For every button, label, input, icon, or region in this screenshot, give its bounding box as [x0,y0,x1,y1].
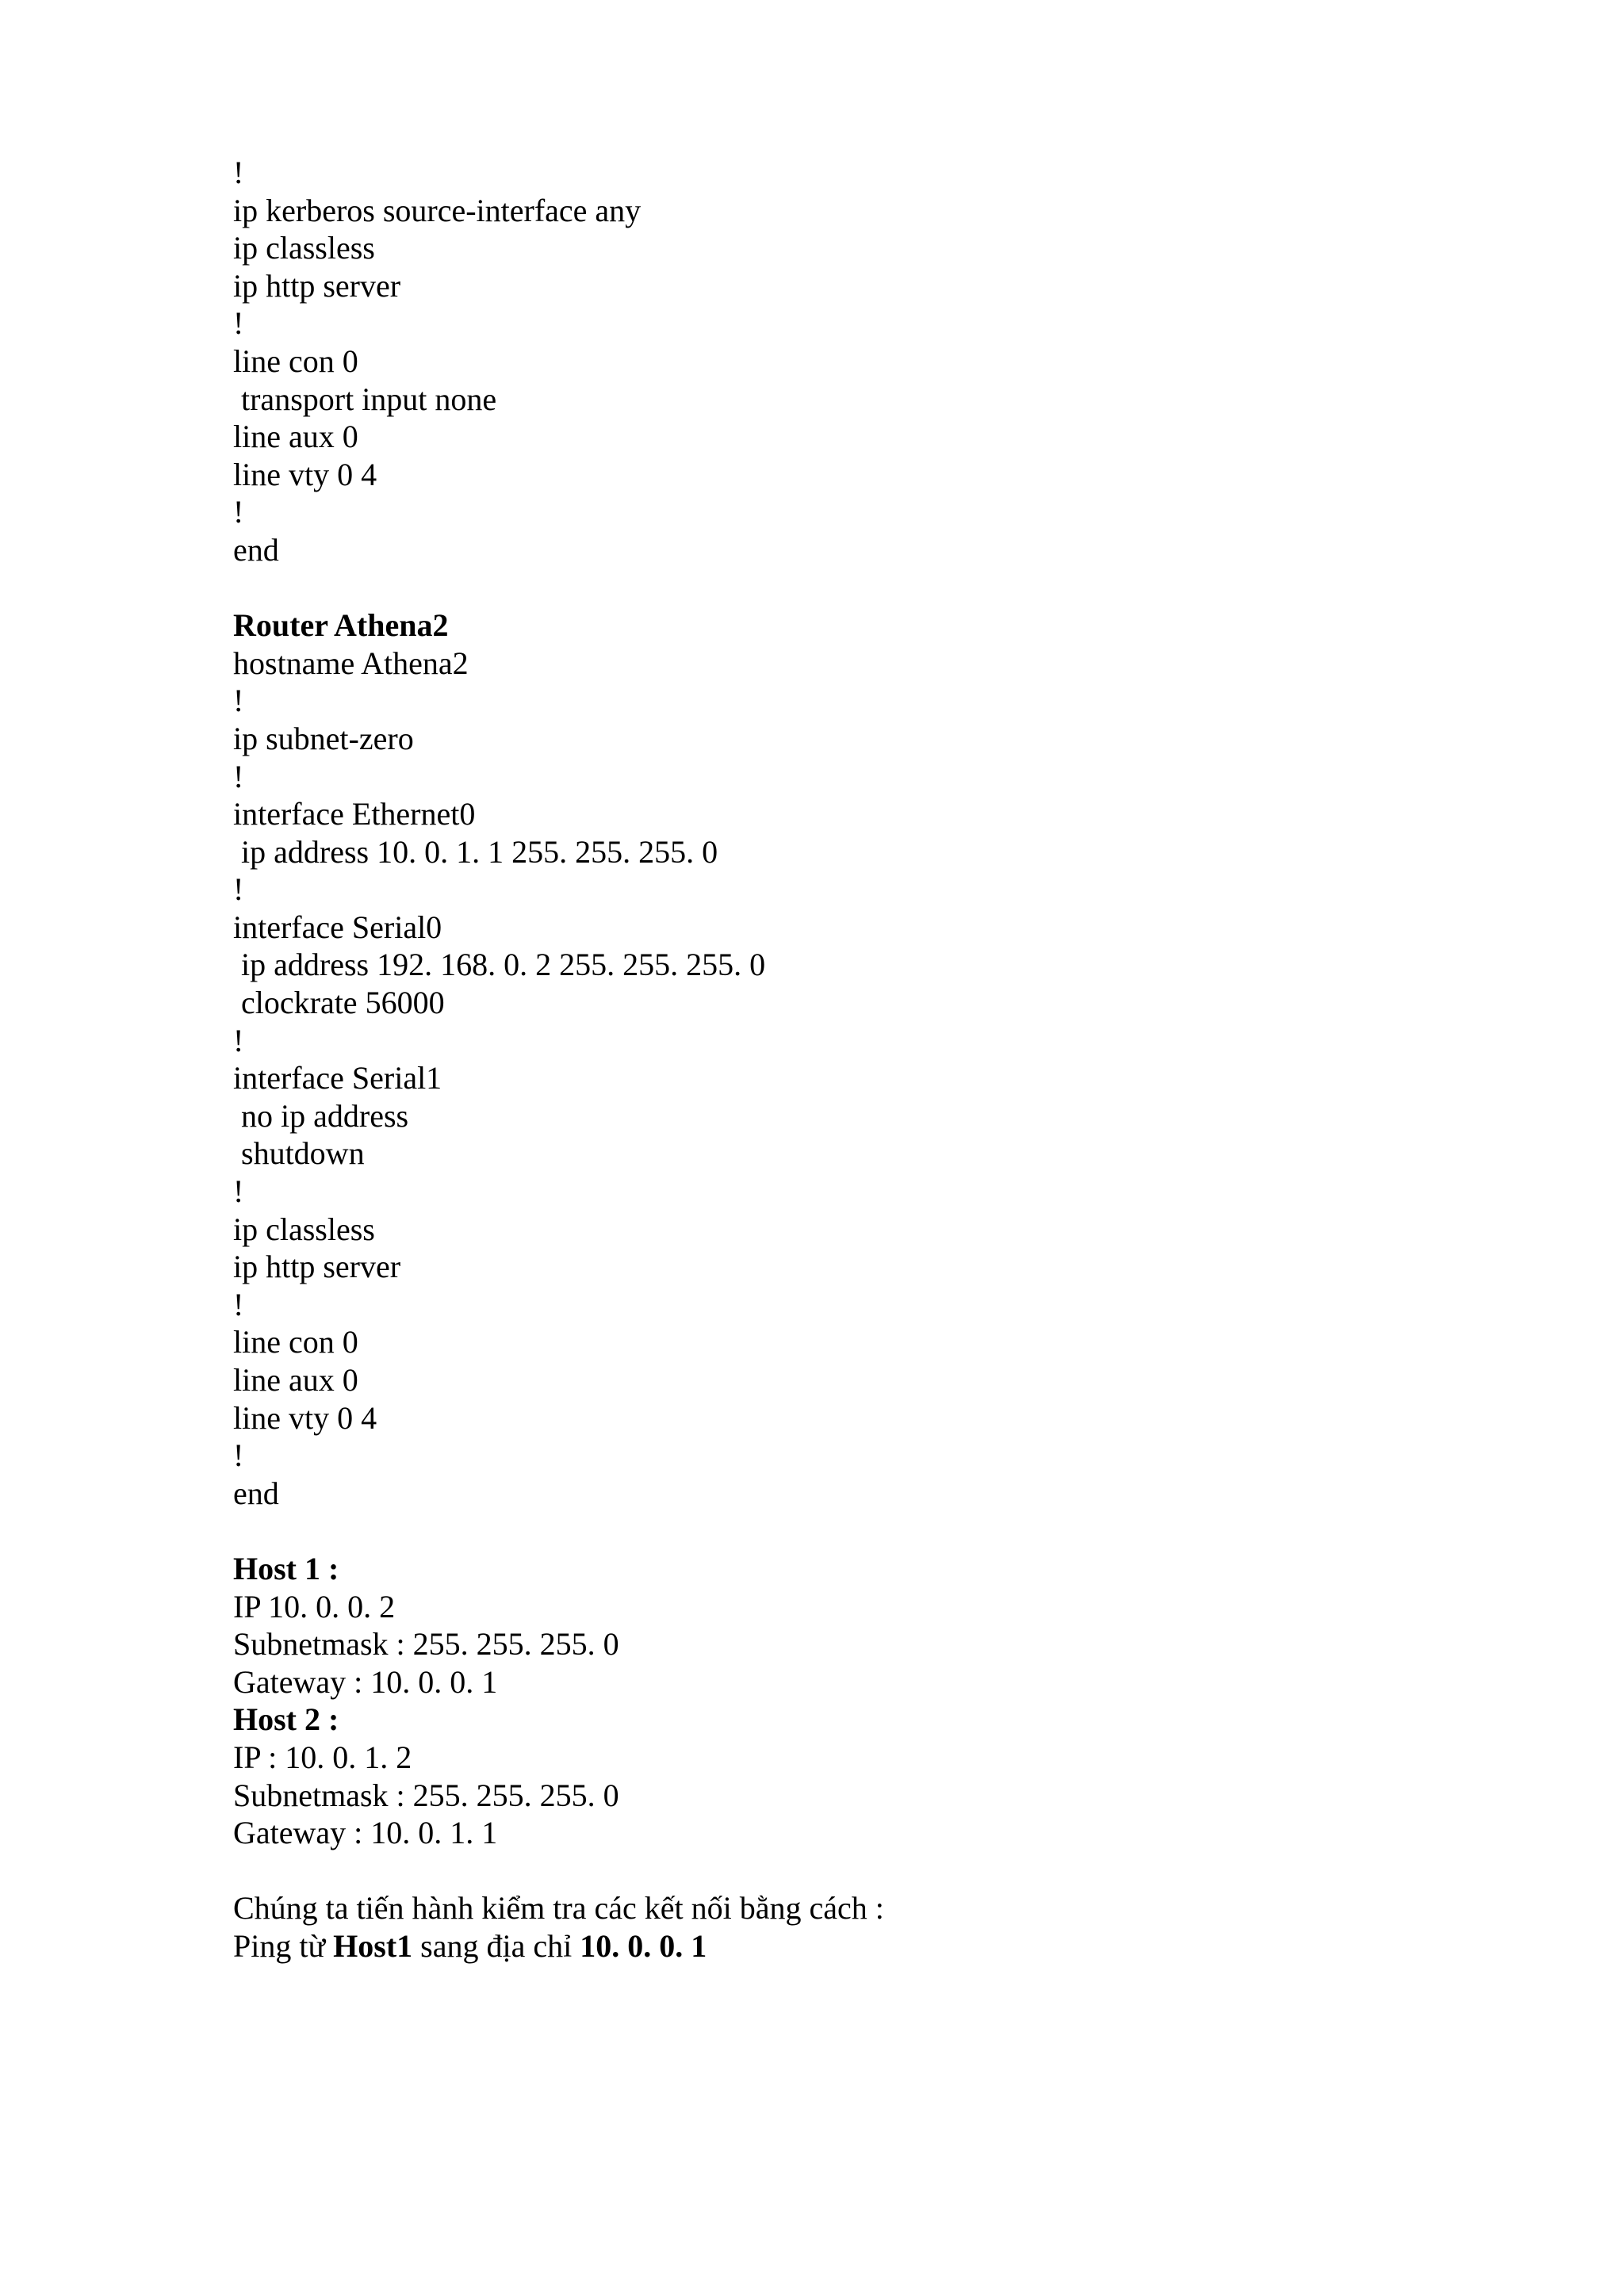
ping-middle: sang địa chỉ [412,1927,580,1964]
conclusion-section [233,1889,1581,1965]
host1-gateway: Gateway : 10. 0. 0. 1 [233,1663,498,1700]
config-line: clockrate 56000 [241,985,445,1021]
config-line: transport input none [241,381,497,417]
config-block-1 [233,154,1581,569]
document-page [233,154,1581,1965]
config-line: interface Ethernet0 [233,796,476,832]
config-line: ! [233,1286,244,1322]
config-line: interface Serial1 [233,1060,442,1096]
config-line: ! [233,494,244,530]
host2-gateway: Gateway : 10. 0. 1. 1 [233,1815,498,1851]
config-line: ip classless [233,230,375,266]
config-line: ! [233,1173,244,1210]
router-title: Router Athena2 [233,607,449,644]
spacer [233,1512,1581,1550]
spacer [233,569,1581,607]
config-line: interface Serial0 [233,909,442,945]
config-line: ! [233,155,244,190]
config-line: ! [233,1022,244,1058]
config-line: hostname Athena2 [233,645,469,681]
config-line: ! [233,1437,244,1474]
config-line: ! [233,871,244,908]
config-line: line con 0 [233,1324,358,1360]
ping-instruction [233,1927,1581,1965]
host2-subnet: Subnetmask : 255. 255. 255. 0 [233,1777,619,1813]
config-line: shutdown [241,1135,365,1172]
host1-section [233,1550,1581,1701]
config-line: line vty 0 4 [233,456,377,492]
config-line: ip classless [233,1211,375,1247]
config-line: ip address 10. 0. 1. 1 255. 255. 255. 0 [241,833,718,870]
host1-ip: IP 10. 0. 0. 2 [233,1588,396,1624]
ping-prefix: Ping từ [233,1927,334,1964]
host2-ip: IP : 10. 0. 1. 2 [233,1739,412,1775]
config-line: ! [233,758,244,794]
config-line: ip http server [233,1249,401,1285]
host2-title: Host 2 : [233,1701,339,1738]
config-line: ip kerberos source-interface any [233,192,642,228]
config-line: line aux 0 [233,419,358,455]
spacer [233,1852,1581,1890]
config-line: line aux 0 [233,1362,358,1398]
config-line: no ip address [241,1097,409,1134]
ping-address: 10. 0. 0. 1 [580,1927,707,1964]
config-line: ip http server [233,267,401,304]
host2-section [233,1701,1581,1851]
config-line: line con 0 [233,342,358,379]
host1-subnet: Subnetmask : 255. 255. 255. 0 [233,1626,619,1663]
config-line: ip address 192. 168. 0. 2 255. 255. 255. 0 [241,947,766,983]
ping-host: Host1 [333,1927,413,1964]
conclusion-text: Chúng ta tiến hành kiểm tra các kết nối bằng cách : [233,1890,884,1927]
config-line: end [233,1475,279,1511]
config-line: ! [233,683,244,719]
config-line: end [233,531,279,568]
config-line: ! [233,305,244,342]
host1-title: Host 1 : [233,1550,339,1586]
router-section [233,607,1581,1512]
config-line: line vty 0 4 [233,1399,377,1436]
config-line: ip subnet-zero [233,720,414,756]
